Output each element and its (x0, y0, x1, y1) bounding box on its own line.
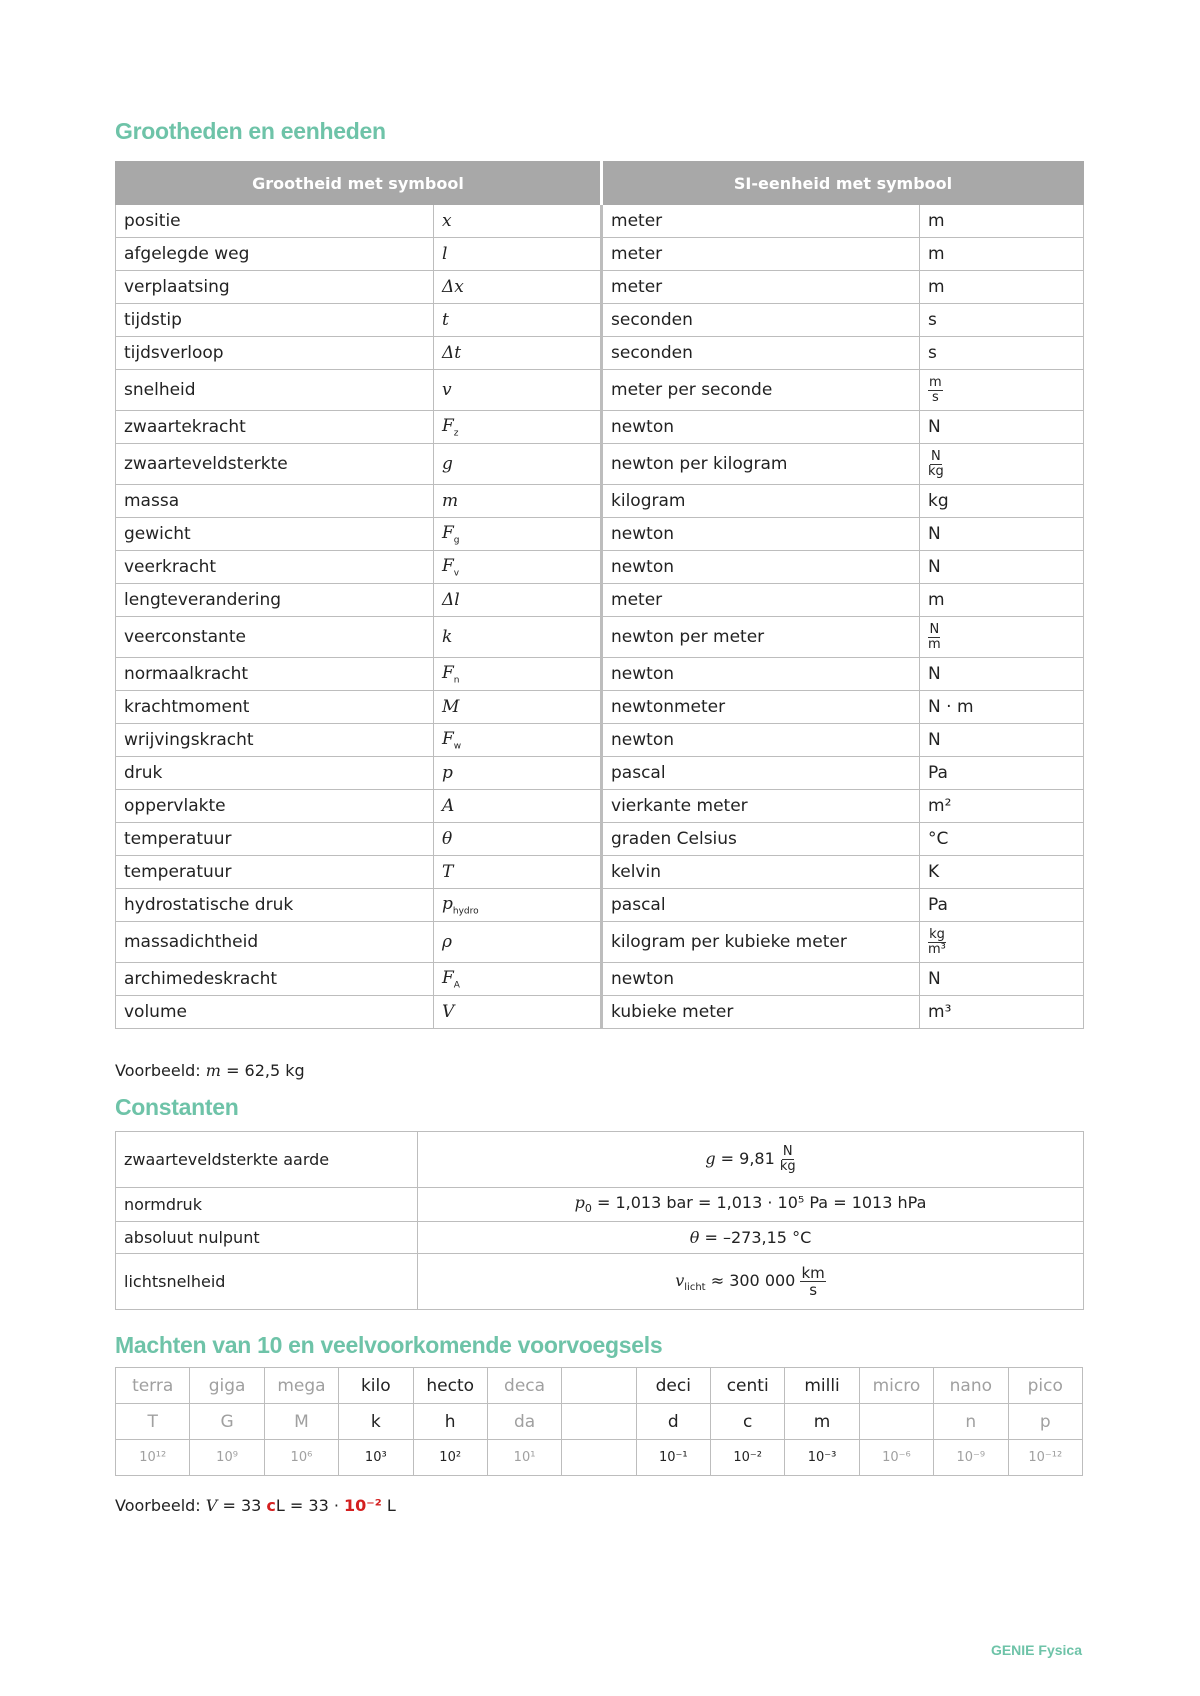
prefix-symbol: m (785, 1404, 859, 1440)
quantity-cell: tijdsverloop (116, 337, 434, 370)
constant-row-light-speed (116, 1254, 1084, 1310)
prefix-name: centi (711, 1368, 785, 1404)
quantity-cell: zwaarteveldsterkte (116, 444, 434, 485)
unit-cell: newton per meter (602, 617, 920, 658)
prefix-name: nano (934, 1368, 1008, 1404)
unit-cell: newton (602, 658, 920, 691)
units-row (116, 370, 1084, 411)
quantity-cell: hydrostatische druk (116, 889, 434, 922)
unit-symbol-cell: N (920, 518, 1084, 551)
unit-cell: pascal (602, 889, 920, 922)
constant-value: g = 9,81 $\frac{N}{kg}$ (418, 1132, 1084, 1188)
prefix-symbol: M (264, 1404, 338, 1440)
constant-row-normal-pressure (116, 1188, 1084, 1222)
prefix-power: 10⁹ (190, 1440, 264, 1476)
units-row (116, 485, 1084, 518)
unit-cell: newton (602, 411, 920, 444)
unit-cell: pascal (602, 757, 920, 790)
symbol-cell: l (434, 238, 602, 271)
quantity-cell: volume (116, 996, 434, 1029)
constant-name: zwaarteveldsterkte aarde (116, 1132, 418, 1188)
symbol-cell: v (434, 370, 602, 411)
symbol-cell: $p_{hydro}$ (434, 889, 602, 922)
page (115, 118, 1083, 1515)
quantity-cell: positie (116, 205, 434, 238)
quantity-cell: afgelegde weg (116, 238, 434, 271)
quantity-header: Grootheid met symbool (116, 162, 602, 205)
units-row (116, 518, 1084, 551)
prefix-symbol: n (934, 1404, 1008, 1440)
unit-cell: graden Celsius (602, 823, 920, 856)
prefix-power: 10⁻³ (785, 1440, 859, 1476)
footer-brand: GENIE Fysica (990, 1642, 1082, 1658)
units-row (116, 584, 1084, 617)
unit-cell: newton per kilogram (602, 444, 920, 485)
symbol-cell: $F_v$ (434, 551, 602, 584)
constant-row-absolute-zero (116, 1222, 1084, 1254)
unit-symbol-cell: N (920, 658, 1084, 691)
quantity-cell: lengteverandering (116, 584, 434, 617)
quantity-cell: oppervlakte (116, 790, 434, 823)
quantity-cell: archimedeskracht (116, 963, 434, 996)
unit-symbol-cell: $\frac{kg}{\text{m³}}$ (920, 922, 1084, 963)
unit-cell: newtonmeter (602, 691, 920, 724)
units-row (116, 658, 1084, 691)
prefix-name: micro (859, 1368, 933, 1404)
prefix-name: milli (785, 1368, 859, 1404)
mass-example: Voorbeeld: m = 62,5 kg (115, 1061, 305, 1080)
units-row (116, 551, 1084, 584)
prefix-power-row (116, 1440, 1083, 1476)
unit-symbol-cell: kg (920, 485, 1084, 518)
prefix-power (562, 1440, 636, 1476)
prefix-power: 10⁻¹² (1008, 1440, 1083, 1476)
prefix-power: 10³ (339, 1440, 413, 1476)
units-row (116, 996, 1084, 1029)
symbol-cell: $F_n$ (434, 658, 602, 691)
unit-symbol-cell: $\frac{m}{s}$ (920, 370, 1084, 411)
prefix-name: pico (1008, 1368, 1083, 1404)
prefix-symbol: da (487, 1404, 561, 1440)
unit-symbol-cell: m (920, 584, 1084, 617)
units-table-header (116, 162, 1084, 205)
volume-example: Voorbeeld: V = 33 cL = 33 · 10⁻² L (115, 1496, 396, 1515)
units-table-body (116, 205, 1084, 1029)
quantity-cell: tijdstip (116, 304, 434, 337)
unit-symbol-cell: s (920, 337, 1084, 370)
constants-table (115, 1131, 1084, 1310)
prefix-power: 10¹² (116, 1440, 190, 1476)
unit-symbol-cell: N (920, 724, 1084, 757)
unit-symbol-cell: s (920, 304, 1084, 337)
unit-cell: kubieke meter (602, 996, 920, 1029)
unit-symbol-cell: $\frac{N}{m}$ (920, 617, 1084, 658)
quantity-cell: massa (116, 485, 434, 518)
unit-cell: newton (602, 551, 920, 584)
constants-section-title: Constanten (115, 1094, 239, 1120)
quantity-cell: snelheid (116, 370, 434, 411)
units-row (116, 963, 1084, 996)
symbol-cell: p (434, 757, 602, 790)
prefix-name: giga (190, 1368, 264, 1404)
unit-symbol-cell: m (920, 238, 1084, 271)
prefix-symbol: p (1008, 1404, 1083, 1440)
units-row (116, 724, 1084, 757)
prefix-power: 10⁻² (711, 1440, 785, 1476)
symbol-cell: θ (434, 823, 602, 856)
prefix-name: kilo (339, 1368, 413, 1404)
quantity-cell: wrijvingskracht (116, 724, 434, 757)
unit-cell: meter (602, 205, 920, 238)
unit-symbol-cell: N (920, 551, 1084, 584)
symbol-cell: t (434, 304, 602, 337)
constant-name: absoluut nulpunt (116, 1222, 418, 1254)
symbol-cell: Δl (434, 584, 602, 617)
prefix-symbol: h (413, 1404, 487, 1440)
symbol-cell: $F_z$ (434, 411, 602, 444)
units-section-title: Grootheden en eenheden (115, 118, 386, 144)
prefix-power: 10⁻⁹ (934, 1440, 1008, 1476)
prefix-symbol (859, 1404, 933, 1440)
symbol-cell: Δt (434, 337, 602, 370)
unit-cell: newton (602, 963, 920, 996)
symbol-cell: Δx (434, 271, 602, 304)
symbol-cell: m (434, 485, 602, 518)
unit-cell: seconden (602, 304, 920, 337)
unit-symbol-cell: K (920, 856, 1084, 889)
prefix-name: deci (636, 1368, 710, 1404)
quantity-cell: zwaartekracht (116, 411, 434, 444)
unit-symbol-cell: N · m (920, 691, 1084, 724)
unit-symbol-cell: m (920, 271, 1084, 304)
units-row (116, 205, 1084, 238)
constant-name: lichtsnelheid (116, 1254, 418, 1310)
quantity-cell: temperatuur (116, 856, 434, 889)
prefix-symbol: k (339, 1404, 413, 1440)
prefix-symbol: d (636, 1404, 710, 1440)
symbol-cell: T (434, 856, 602, 889)
units-table (115, 161, 1084, 1029)
symbol-cell: $F_w$ (434, 724, 602, 757)
unit-cell: meter (602, 238, 920, 271)
quantity-cell: druk (116, 757, 434, 790)
units-row (116, 691, 1084, 724)
unit-symbol-cell: N (920, 411, 1084, 444)
constant-value: $v_{licht} \approx 300$ 000 $\frac{km}{s}$ (418, 1254, 1084, 1310)
quantity-cell: veerkracht (116, 551, 434, 584)
prefix-table (115, 1367, 1083, 1476)
si-unit-header: SI-eenheid met symbool (602, 162, 1084, 205)
constant-value: $p_0 = 1,013$ bar = 1,013 · 10⁵ Pa = 1013 hPa (418, 1188, 1084, 1222)
unit-cell: kilogram per kubieke meter (602, 922, 920, 963)
unit-symbol-cell: m (920, 205, 1084, 238)
unit-cell: vierkante meter (602, 790, 920, 823)
constant-value: θ = –273,15 °C (418, 1222, 1084, 1254)
prefix-name: deca (487, 1368, 561, 1404)
symbol-cell: V (434, 996, 602, 1029)
unit-cell: meter (602, 584, 920, 617)
units-row (116, 790, 1084, 823)
constant-name: normdruk (116, 1188, 418, 1222)
unit-symbol-cell: m² (920, 790, 1084, 823)
unit-symbol-cell: $\frac{N}{kg}$ (920, 444, 1084, 485)
units-row (116, 304, 1084, 337)
symbol-cell: x (434, 205, 602, 238)
constant-row-gravity (116, 1132, 1084, 1188)
prefix-name (562, 1368, 636, 1404)
prefix-power: 10² (413, 1440, 487, 1476)
units-row (116, 856, 1084, 889)
unit-symbol-cell: m³ (920, 996, 1084, 1029)
symbol-cell: k (434, 617, 602, 658)
prefix-name-row (116, 1368, 1083, 1404)
symbol-cell: M (434, 691, 602, 724)
prefix-power: 10⁶ (264, 1440, 338, 1476)
units-row (116, 337, 1084, 370)
prefix-symbol: c (711, 1404, 785, 1440)
unit-cell: meter (602, 271, 920, 304)
units-row (116, 238, 1084, 271)
prefix-symbol (562, 1404, 636, 1440)
prefix-power: 10⁻⁶ (859, 1440, 933, 1476)
unit-symbol-cell: N (920, 963, 1084, 996)
units-row (116, 271, 1084, 304)
units-row (116, 444, 1084, 485)
quantity-cell: massadichtheid (116, 922, 434, 963)
powers-section-title: Machten van 10 en veelvoorkomende voorvoegsels (115, 1332, 663, 1358)
unit-cell: newton (602, 518, 920, 551)
units-row (116, 823, 1084, 856)
quantity-cell: gewicht (116, 518, 434, 551)
unit-cell: newton (602, 724, 920, 757)
symbol-cell: g (434, 444, 602, 485)
quantity-cell: normaalkracht (116, 658, 434, 691)
unit-cell: kilogram (602, 485, 920, 518)
quantity-cell: temperatuur (116, 823, 434, 856)
symbol-cell: $F_A$ (434, 963, 602, 996)
unit-cell: meter per seconde (602, 370, 920, 411)
units-row (116, 411, 1084, 444)
units-row (116, 617, 1084, 658)
units-row (116, 889, 1084, 922)
unit-symbol-cell: Pa (920, 757, 1084, 790)
prefix-name: mega (264, 1368, 338, 1404)
prefix-power: 10⁻¹ (636, 1440, 710, 1476)
symbol-cell: A (434, 790, 602, 823)
unit-cell: kelvin (602, 856, 920, 889)
prefix-name: hecto (413, 1368, 487, 1404)
quantity-cell: verplaatsing (116, 271, 434, 304)
prefix-name: terra (116, 1368, 190, 1404)
unit-symbol-cell: °C (920, 823, 1084, 856)
units-row (116, 757, 1084, 790)
units-row (116, 922, 1084, 963)
prefix-power: 10¹ (487, 1440, 561, 1476)
prefix-symbol-row (116, 1404, 1083, 1440)
symbol-cell: $F_g$ (434, 518, 602, 551)
unit-cell: seconden (602, 337, 920, 370)
prefix-symbol: G (190, 1404, 264, 1440)
quantity-cell: veerconstante (116, 617, 434, 658)
prefix-symbol: T (116, 1404, 190, 1440)
unit-symbol-cell: Pa (920, 889, 1084, 922)
quantity-cell: krachtmoment (116, 691, 434, 724)
symbol-cell: ρ (434, 922, 602, 963)
